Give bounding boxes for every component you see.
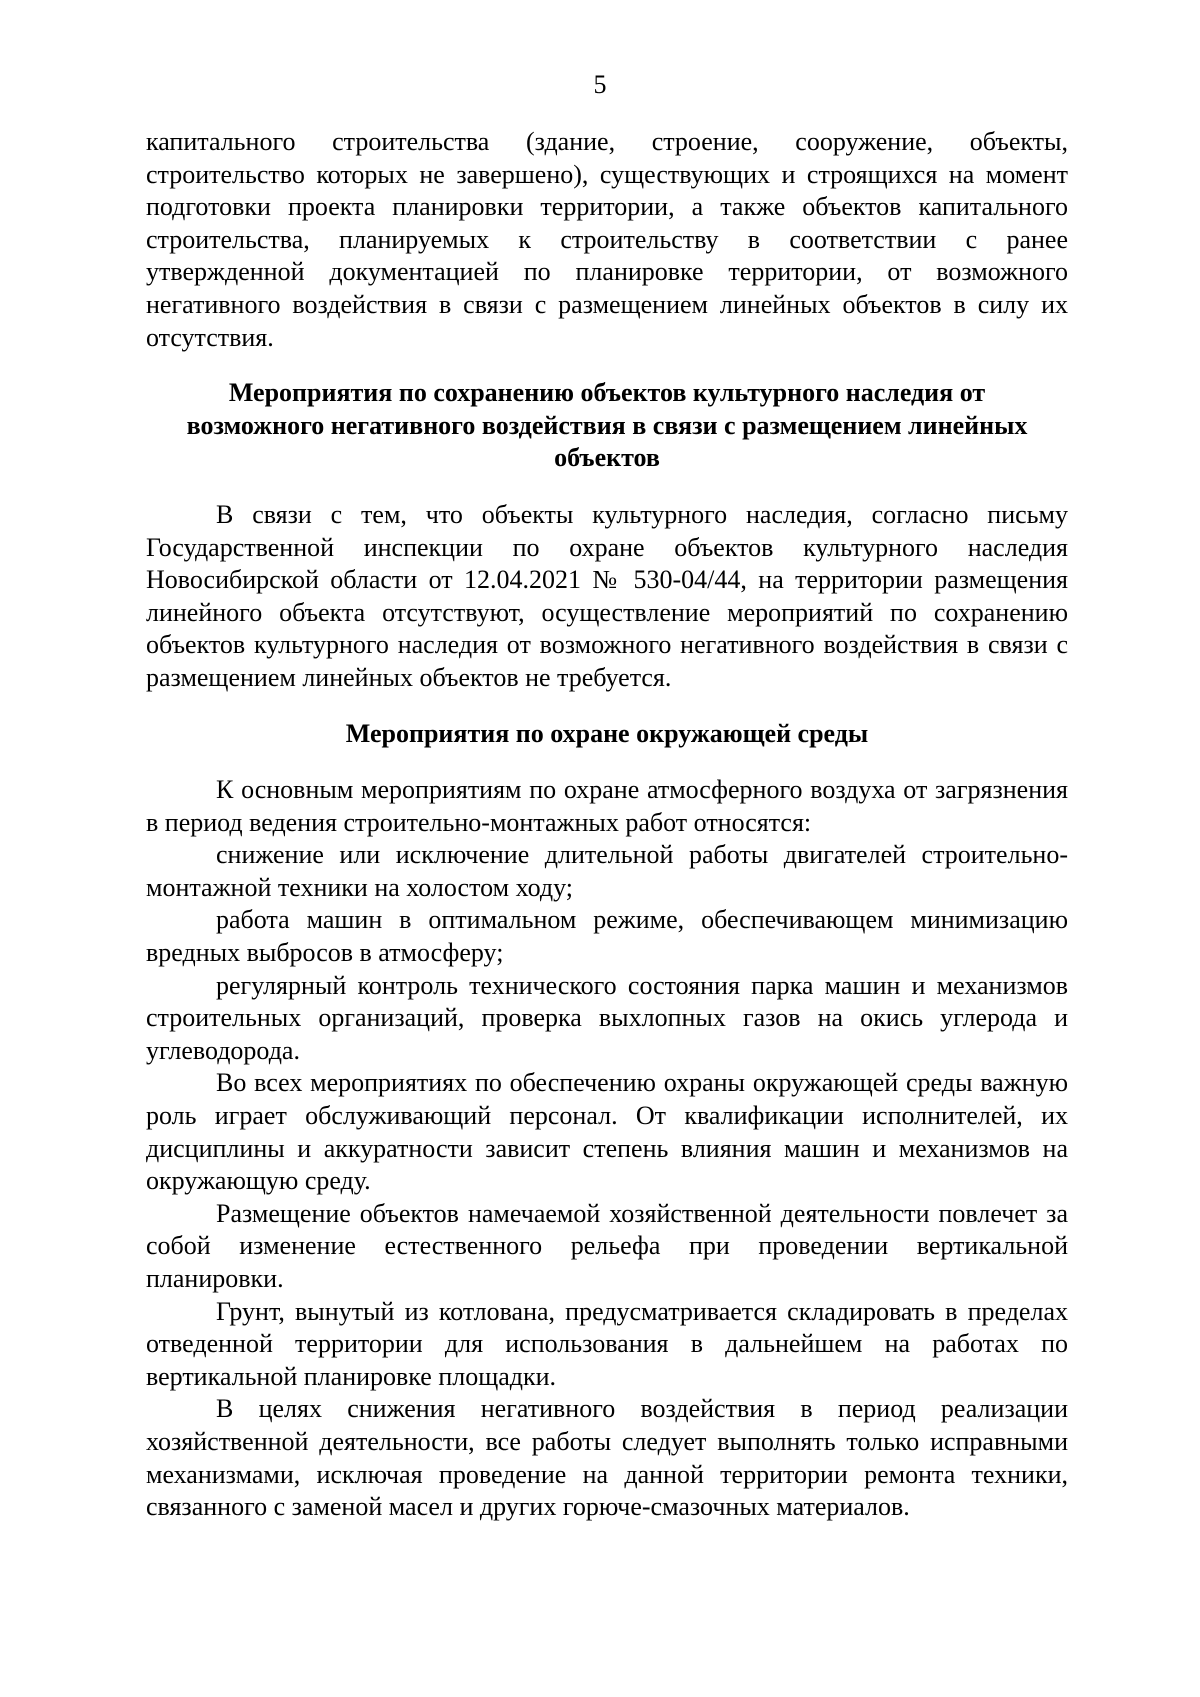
environment-heading: Мероприятия по охране окружающей среды [345,718,869,748]
heritage-heading-line-3: объектов [554,443,660,473]
page-content [146,126,1068,1524]
environment-list-item: снижение или исключение длительной работы двигателей строительно-монтажной техники на холостом ходу; [146,840,1068,902]
environment-paragraph: Грунт, вынутый из котлована, предусматривается складировать в пределах отведенной территории для использования в дальнейшем на работах по вертикальной планировке площадки. [146,1296,1068,1391]
environment-paragraph: Во всех мероприятиях по обеспечению охраны окружающей среды важную роль играет обслуживающий персонал. От квалификации исполнителей, их дисциплины и аккуратности зависит степень влияния машин и механизмов на окружающую среду. [146,1068,1068,1196]
heritage-heading-line-1: Мероприятия по сохранению объектов культурного наследия от [228,378,986,408]
spacer [146,695,1068,718]
environment-section [146,718,1068,1524]
heritage-paragraph: В связи с тем, что объекты культурного наследия, согласно письму Государственной инспекции по охране объектов культурного наследия Новосибирской области от 12.04.2021 № 530-04/44, на территории размещения линейного объекта отсутствуют, осуществление мероприятий по сохранению объектов культурного наследия от возможного негативного воздействия в связи с размещением линейных объектов не требуется. [146,499,1068,692]
intro-paragraph: капитального строительства (здание, строение, сооружение, объекты, строительство которых не завершено), существующих и строящихся на момент подготовки проекта планировки территории, а также объектов капитального строительства, планируемых к строительству в соответствии с ранее утвержденной документацией по планировке территории, от возможного негативного воздействия в связи с размещением линейных объектов в силу их отсутствия. [146,127,1068,352]
spacer [146,354,1068,377]
page-number: 5 [593,70,607,99]
heritage-heading-line-2: возможного негативного воздействия в связи с размещением линейных [186,410,1028,440]
environment-paragraph: К основным мероприятиям по охране атмосферного воздуха от загрязнения в период ведения строительно-монтажных работ относятся: [146,775,1068,837]
environment-paragraph: Размещение объектов намечаемой хозяйственной деятельности повлечет за собой изменение естественного рельефа при проведении вертикальной планировки. [146,1198,1068,1293]
environment-list-item: работа машин в оптимальном режиме, обеспечивающем минимизацию вредных выбросов в атмосферу; [146,905,1068,968]
spacer [146,750,1068,774]
environment-paragraph: В целях снижения негативного воздействия в период реализации хозяйственной деятельности, все работы следует выполнять только исправными механизмами, исключая проведение на данной территории ремонта техники, связанного с заменой масел и других горюче-смазочных материалов. [146,1394,1068,1522]
heritage-section [146,377,1068,694]
environment-list-item: регулярный контроль технического состояния парка машин и механизмов строительных организаций, проверка выхлопных газов на окись углерода и углеводорода. [146,970,1068,1065]
spacer [146,475,1068,499]
heritage-heading [146,377,1068,475]
